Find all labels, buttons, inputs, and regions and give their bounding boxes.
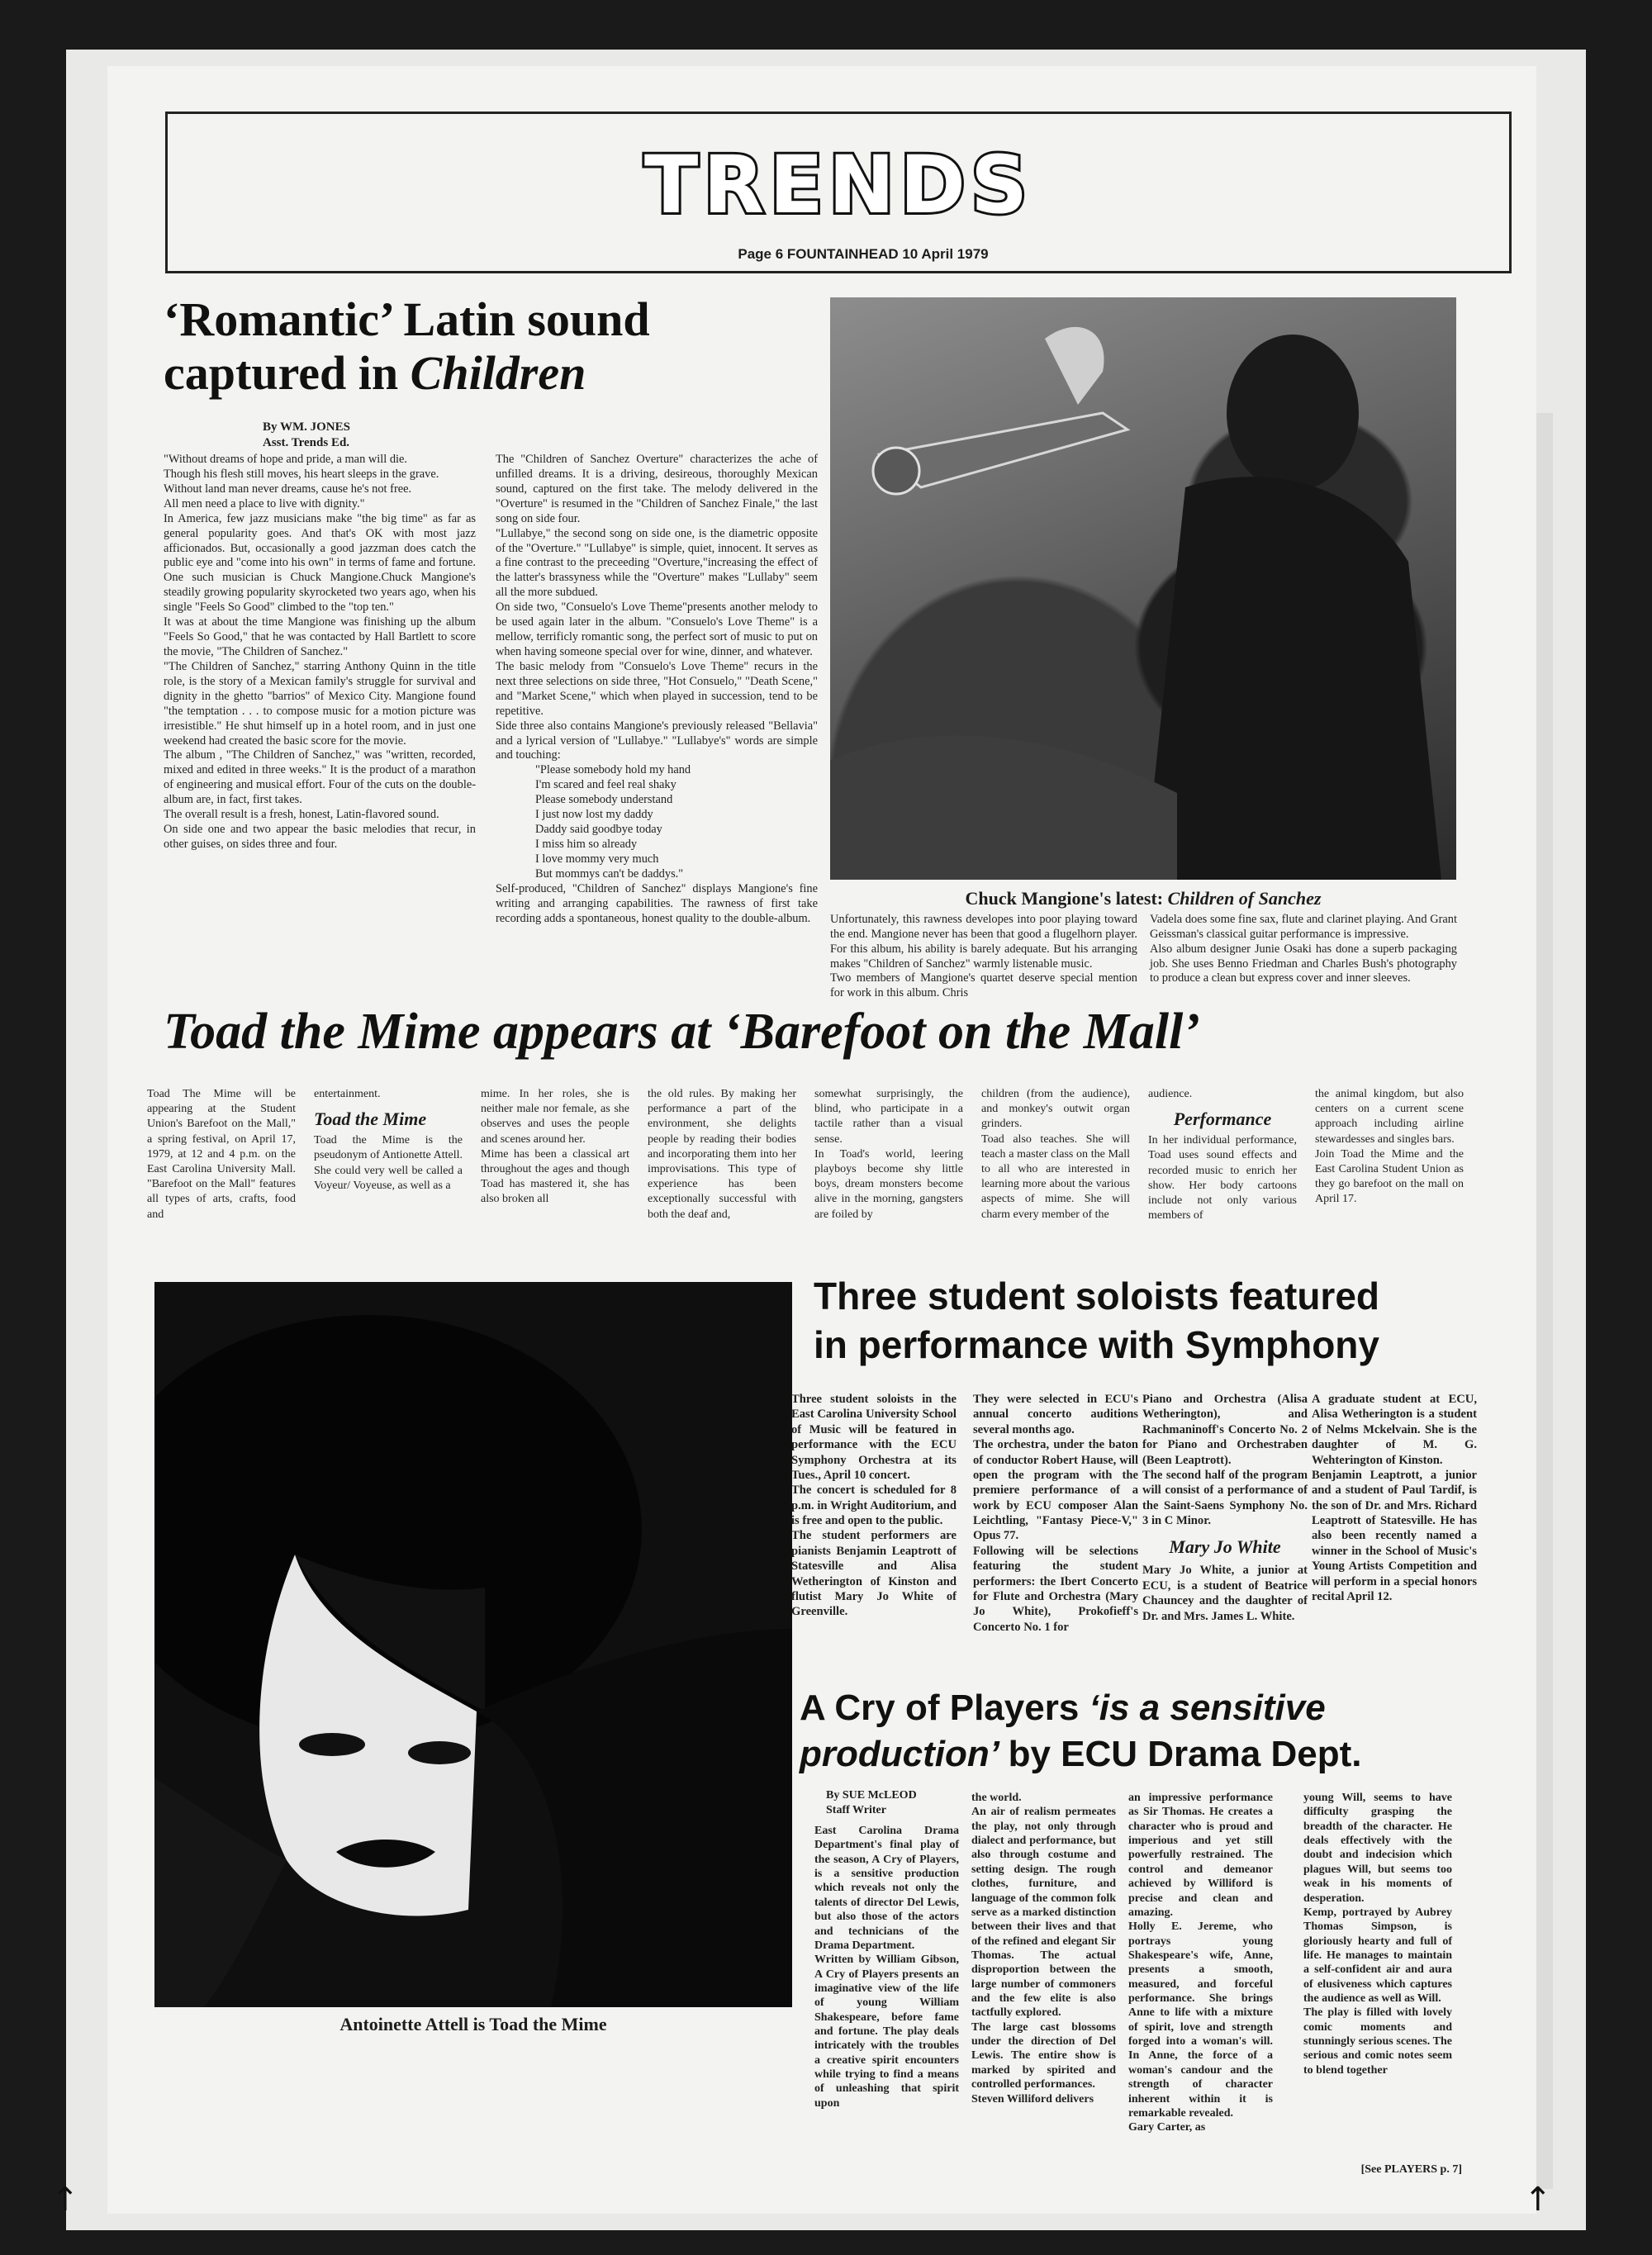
story4-column-1: East Carolina Drama Department's final play of the season, A Cry of Players, is a sensitive production which reveals not only the talents of director Del Lewis, but also those of the actors and technicians of the Drama Department. Written by William Gibson, A Cry of Players presents an imaginative view of the life of young William Shakespeare, before fame and fortune. The play deals intricately with the troubles a creative spirit encounters while trying to find a means of unleashing that spirit upon xyxy=(814,1825,959,2110)
story2-column-2b: Toad the Mime is the pseudonym of Antionette Attell. She could very well be called a Voyeur/ Voyeuse, as well as a xyxy=(314,1134,463,1192)
story2-subhead-1: Toad the Mime xyxy=(314,1109,427,1130)
story1-headline-line2: captured in Children xyxy=(164,345,586,400)
story2-column-5: somewhat surprisingly, the blind, who participate in a tactile rather than a visual sense. In Toad's world, leering playboys become shy little boys, dream monsters become alive in the morning, gangsters are foiled by xyxy=(814,1088,963,1221)
up-arrow-icon: ↑ xyxy=(51,2181,79,2219)
story3-column-1: Three student soloists in the East Carolina University School of Music will be featured in performance with the ECU Symphony Orchestra at its Tues., April 10 concert. The concert is scheduled for 8 p.m. in Wright Auditorium, and is free and open to the public. The student performers are pianists Benjamin Leaptrott of Statesville and Alisa Wetherington of Kinston and flutist Mary Jo White of Greenville. xyxy=(791,1393,957,1619)
story3-column-2: They were selected in ECU's annual concerto auditions several months ago. The orchestra, under the baton of conductor Robert Hause, will open the program with the premiere performance of a work by ECU composer Alan Leichtling, "Fantasy Piece-V," Opus 77. Following will be selections featuring the student performers: the Ibert Concerto for Flute and Orchestra (Mary Jo White), Prokofieff's Concerto No. 1 for xyxy=(973,1393,1138,1634)
story2-photo-caption: Antoinette Attell is Toad the Mime xyxy=(339,2014,607,2034)
story4-column-3: an impressive performance as Sir Thomas. He creates a character who is proud and imperious and yet still powerfully restrained. The control and demeanor achieved by Williford is precise and clean and amazing. Holly E. Jereme, who portrays young Shakespeare's wife, Anne, presents a smooth, measured, and forceful performance. She brings Anne to life with a mixture of spirit, love and strength forged into a woman's will. In Anne, the force of a woman's candour and the strength of character inherent within it is remarkable revealed. Gary Carter, as xyxy=(1128,1792,1273,2134)
story2-column-7 xyxy=(1148,1087,1297,1223)
story2-column-4: the old rules. By making her performance a part of the environment, she delights people by reading their bodies and incorporating them into her improvisations. This type of experience has been exceptionally successful with both the deaf and, xyxy=(648,1088,796,1221)
story1-photo-caption: Chuck Mangione's latest: Children of Sanchez xyxy=(965,888,1322,909)
masthead xyxy=(165,112,1512,273)
song-lyrics: "Please somebody hold my hand I'm scared and feel real shaky Please somebody understand I just now lost my daddy Daddy said goodbye today I miss him so already I love mommy very much But mommys can't be daddys." xyxy=(535,763,691,881)
story2-subhead-2: Performance xyxy=(1173,1109,1272,1130)
story4-headline-line1: A Cry of Players ‘is a sensitive xyxy=(800,1688,1326,1728)
story3-column-3 xyxy=(1142,1392,1308,1624)
section-title: TRENDS xyxy=(643,139,1033,231)
story2-column-7a: audience. xyxy=(1148,1088,1193,1100)
toad-the-mime-photo xyxy=(154,1282,792,2007)
story2-column-3: mime. In her roles, she is neither male nor female, as she observes and uses the people and scenes around her. Mime has been a classical art throughout the ages and though Toad has mastered it, she has also broken all xyxy=(481,1088,629,1206)
story4-column-2: the world. An air of realism permeates the play, not only through dialect and performance, but also through costume and setting design. The rough clothes, furniture, and language of the common folk serve as a marked distinction between their lives and that of the refined and elegant Sir Thomas. The actual disproportion between the large number of commoners and the few elite is also tactfully explored. The large cast blossoms under the direction of Del Lewis. The entire show is marked by spirited and controlled performances. Steven Williford delivers xyxy=(971,1792,1116,2105)
story2-column-1: Toad The Mime will be appearing at the Student Union's Barefoot on the Mall," a spring festival, on April 17, 1979, at 12 and 4 p.m. on the East Carolina University Mall. "Barefoot on the Mall" features all types of arts, crafts, food and xyxy=(147,1088,296,1221)
photo-portrait-icon xyxy=(154,1282,792,2007)
story2-column-7b: In her individual performance, Toad uses sound effects and recorded music to enrich her show. Her body cartoons include not only various members of xyxy=(1148,1134,1297,1222)
story2-column-2a: entertainment. xyxy=(314,1088,381,1100)
story3-headline xyxy=(814,1272,1491,1370)
story2-column-6: children (from the audience), and monkey's outwit organ grinders. Toad also teaches. She will teach a master class on the Mall to all who are interested in learning more about the various aspects of mime. She will charm every member of the xyxy=(981,1088,1130,1221)
story2-column-8: the animal kingdom, but also centers on a current scene approach including airline stewardesses and singles bars. Join Toad the Mime and the East Carolina Student Union as they go barefoot on the mall on April 17. xyxy=(1315,1088,1464,1206)
continued-notice: [See PLAYERS p. 7] xyxy=(1360,2163,1462,2176)
story1-byline: By WM. JONES Asst. Trends Ed. xyxy=(263,420,350,449)
story3-column-3a: Piano and Orchestra (Alisa Wetherington), and Rachmaninoff's Concerto No. 2 for Piano and Orchestraben (Been Leaptrott). The second half of the program will consist of a performance of the Saint-Saens Symphony No. 3 in C Minor. xyxy=(1142,1393,1308,1527)
up-arrow-icon: ↑ xyxy=(1524,2181,1552,2219)
photo-silhouette-icon xyxy=(830,297,1456,880)
story4-headline xyxy=(800,1685,1485,1778)
chuck-mangione-photo xyxy=(830,297,1456,880)
story3-subhead: Mary Jo White xyxy=(1169,1536,1281,1558)
page-line: Page 6 FOUNTAINHEAD 10 April 1979 xyxy=(738,246,989,262)
story1-column-2-end: Self-produced, "Children of Sanchez" displays Mangione's fine writing and arranging capabilities. The rawness of first take recording adds a spontaneous, honest quality to the double-album. xyxy=(496,881,818,925)
story4-byline: By SUE McLEOD Staff Writer xyxy=(826,1789,917,1816)
story4-headline-line2: production’ by ECU Drama Dept. xyxy=(800,1734,1362,1775)
story2-headline: Toad the Mime appears at ‘Barefoot on the Mall’ xyxy=(164,1004,1200,1060)
story2-column-2 xyxy=(314,1087,463,1194)
story1-headline-line1: ‘Romantic’ Latin sound xyxy=(164,292,650,346)
story1-column-2-text: The "Children of Sanchez Overture" characterizes the ache of unfilled dreams. It is a driving, desireous, thoroughly Mexican sound, captured on the first take. The melody delivered in the "Overture" is resumed in the "Children of Sanchez Finale," the last song on side four. "Lullabye," the second song on side one, is the diametric opposite of the "Overture." "Lullabye" is simple, quiet, innocent. It serves as a fine contrast to the preceeding "Overture,"increasing the effect of the latter's brassyness while the "Overture" makes "Lullaby" seem all the more subdued. On side two, "Consuelo's Love Theme"presents another melody to be used again later in the album. "Consuelo's Love Theme" is a mellow, terrificly romantic song, the perfect sort of music to put on when having someone special over for wine, dinner, and whatever. The basic melody from "Consuelo's Love Theme" recurs in the next three selections on side three, "Hot Consuelo," "Death Scene," and "Market Scene," which when played in succession, tend to be repetitive. Side three also contains Mangione's previously released "Bellavia" and a lyrical version of "Lullabye." "Lullabye's" words are simple and touching: xyxy=(496,453,818,762)
story1-column-1: "Without dreams of hope and pride, a man will die. Though his flesh still moves, his heart sleeps in the grave. Without land man never dreams, cause he's not free. All men need a place to live with dignity." In America, few jazz musicians make "the big time" as far as general popularity goes. And that's OK with most jazz afficionados. But, occasionally a good jazzman does catch the public eye and "come into his own" in terms of fame and fortune. One such musician is Chuck Mangione.Chuck Mangione's steadily growing popularity skyrocketed two years ago, when his single "Feels So Good" climbed to the "top ten." It was at about the time Mangione was finishing up the album "Feels So Good," that he was contacted by Hall Bartlett to score the movie, "The Children of Sanchez." "The Children of Sanchez," starring Anthony Quinn in the title role, is the story of a Mexican family's struggle for survival and dignity in the ghetto "barrios" of Mexico City. Mangione found "the temptation . . . to compose music for a motion picture was irresistible." He shut himself up in a hotel room, and in just one weekend had created the basic score for the movie. The album , "The Children of Sanchez," was "written, recorded, mixed and edited in three weeks." It is the product of a marathon of engineering and musical effort. Four of the cuts on the double-album are, in fact, first takes. The overall result is a fresh, honest, Latin-flavored sound. On side one and two appear the basic melodies that recur, in other guises, on sides three and four. xyxy=(164,453,476,851)
story3-column-3b: Mary Jo White, a junior at ECU, is a student of Beatrice Chauncey and the daughter of Dr. and Mrs. James L. White. xyxy=(1142,1564,1308,1623)
story4-column-4: young Will, seems to have difficulty grasping the breadth of the character. He deals effectively with the doubt and indecision which plagues Will, but seems too weak in his moments of desperation. Kemp, portrayed by Aubrey Thomas Simpson, is gloriously hearty and full of life. He manages to maintain a self-confident air and aura of elusiveness which captures the audience as well as Will. The play is filled with lovely comic moments and stunningly serious scenes. The serious and comic notes seem to blend together xyxy=(1303,1792,1452,2077)
sheet-edge xyxy=(1536,413,1553,2189)
story1-headline xyxy=(164,293,816,401)
story1-column-2 xyxy=(496,453,818,927)
story1-column-4: Vadela does some fine sax, flute and clarinet playing. And Grant Geissman's classical guitar performance is impressive. Also album designer Junie Osaki has done a superb packaging job. She uses Benno Friedman and Charles Bush's photography to produce a clean but express cover and inner sleeves. xyxy=(1150,913,1457,985)
story3-column-4: A graduate student at ECU, Alisa Wetherington is a student of Nelms Mckelvain. She is the daughter of M. G. Wehterington of Kinston. Benjamin Leaptrott, a junior and a student of Paul Tardif, is the son of Dr. and Mrs. Richard Leaptrott of Statesville. He has also been recently named a winner in the School of Music's Young Artists Competition and will perform in a special honors recital April 12. xyxy=(1312,1393,1477,1603)
story3-headline-line2: in performance with Symphony xyxy=(814,1322,1379,1366)
story1-column-3: Unfortunately, this rawness developes into poor playing toward the end. Mangione never has been that good a flugelhorn player. For this album, his ability is barely adequate. But his arranging makes "Children of Sanchez" warmly listenable music. Two members of Mangione's quartet deserve special mention for work in this album. Chris xyxy=(830,913,1137,1000)
story3-headline-line1: Three student soloists featured xyxy=(814,1275,1380,1317)
